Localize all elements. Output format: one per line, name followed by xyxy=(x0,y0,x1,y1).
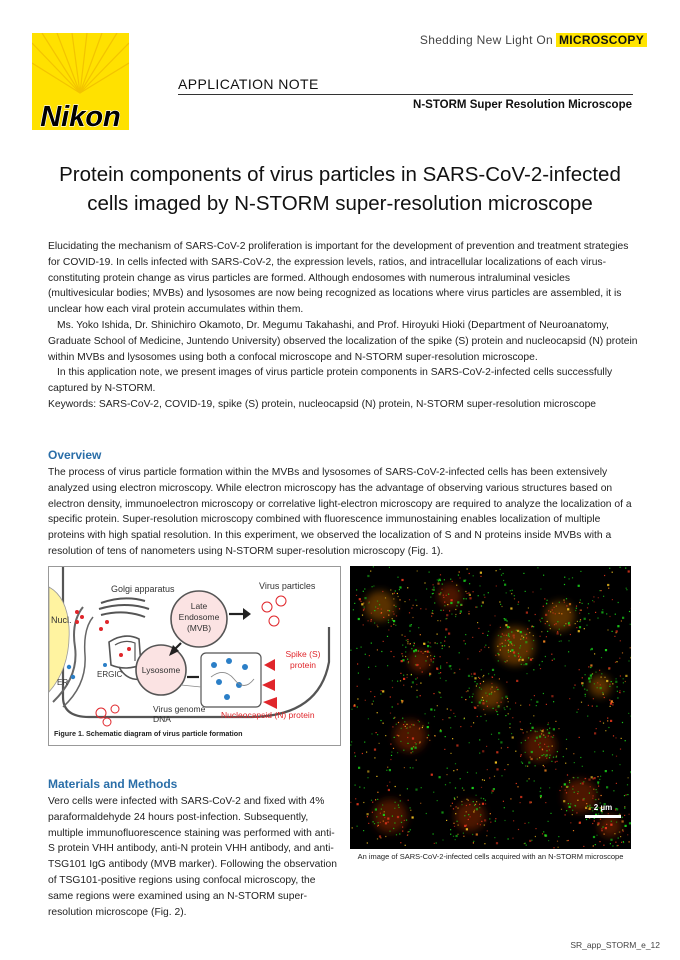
page-title xyxy=(40,160,640,218)
overview-text: The process of virus particle formation within the MVBs and lysosomes of SARS-CoV-2-infected cells has been extensively analyzed using electron microscopy. While electron microscopy has the advantage of observing various structures based on electron density, immunoelectron microscopy or correlative light-electron microscopy are required to analyze the localization of a specific protein. Super-resolution microscopy combined with fluorescence immunostaining enables localization of multiple proteins with high spatial resolution. In this experiment, we observed the localization of S and N proteins inside MVBs with a resolution of tens of nanometers using N-STORM super-resolution microscopy (Fig. 1). xyxy=(48,467,632,557)
label-golgi: Golgi apparatus xyxy=(111,584,175,594)
title-line-1: Protein components of virus particles in SARS-CoV-2-infected xyxy=(59,163,621,186)
scale-bar-label: 2 µm xyxy=(593,803,613,812)
micrograph-caption: An image of SARS-CoV-2-infected cells acquired with an N-STORM microscope xyxy=(357,852,624,861)
title-line-2: cells imaged by N-STORM super-resolution microscope xyxy=(87,192,593,215)
scale-bar xyxy=(585,815,621,818)
virus-formation-schematic xyxy=(49,567,340,745)
label-lysosome: Lysosome xyxy=(141,665,181,675)
doc-type: APPLICATION NOTE xyxy=(178,76,319,92)
materials-heading: Materials and Methods xyxy=(48,777,178,791)
document-code: SR_app_STORM_e_12 xyxy=(570,940,660,950)
figure-1-caption: Figure 1. Schematic diagram of virus particle formation xyxy=(54,729,243,738)
product-name: N-STORM Super Resolution Microscope xyxy=(413,99,632,111)
intro-section xyxy=(48,239,638,413)
label-er: ER xyxy=(57,678,69,687)
label-spike-1: Spike (S) xyxy=(285,649,321,659)
overview-heading: Overview xyxy=(48,448,102,462)
nikon-logo xyxy=(32,33,129,130)
intro-paragraph-2: Ms. Yoko Ishida, Dr. Shinichiro Okamoto, Dr. Megumu Takahashi, and Prof. Hiroyuki Hioki (Department of Neuroanatomy, Graduate School of Medicine, Juntendo University) observed the localization of the spike (S) protein and nucleocapsid (N) protein within MVBs and lysosomes using both a confocal microscope and N-STORM super-resolution microscope. xyxy=(48,319,638,363)
label-late-endosome-1: Late xyxy=(190,601,208,611)
figure-1-diagram xyxy=(48,566,341,746)
intro-paragraph-1: Elucidating the mechanism of SARS-CoV-2 proliferation is important for the development of prevention and treatment strategies for COVID-19. In cells infected with SARS-CoV-2, the expression levels, ratios, and intracellular localizations of each virus-constituting protein change as virus particles are formed. Although endosomes with numerous intraluminal vesicles (multivesicular bodies; MVBs) and lysosomes are now being recognized as locations where virus particles are assembled, it is unclear how each viral protein accumulates within them. xyxy=(48,241,629,316)
keywords: Keywords: SARS-CoV-2, COVID-19, spike (S) protein, nucleocapsid (N) protein, N-STORM super-resolution microscope xyxy=(48,398,597,410)
intro-paragraph-3: In this application note, we present images of virus particle protein components in SARS-CoV-2-infected cells successfully captured by N-STORM. xyxy=(48,367,613,395)
materials-text: Vero cells were infected with SARS-CoV-2 and fixed with 4% paraformaldehyde 24 hours post-infection. Subsequently, multiple immunofluorescence staining was performed with anti-S protein VHH antibody, anti-N protein VHH antibody, and anti-TSG101 IgG antibody (MVB marker). Following the observation of TSG101-positive regions using confocal microscopy, the same regions were examined using an N-STORM super-resolution microscope (Fig. 2). xyxy=(48,796,338,918)
label-virus-genome: Virus genome xyxy=(153,704,206,714)
label-virus-particles: Virus particles xyxy=(259,581,316,591)
tagline xyxy=(420,33,647,47)
label-nucleocapsid: Nucleocapsid (N) protein xyxy=(221,710,315,720)
label-nucleus: Nucl. xyxy=(51,615,72,625)
header-divider xyxy=(178,94,633,95)
label-dna: DNA xyxy=(153,714,171,724)
nikon-logo-graphic xyxy=(32,33,129,130)
tagline-prefix: Shedding New Light On xyxy=(419,33,553,47)
label-late-endosome-2: Endosome xyxy=(178,612,220,622)
tagline-highlight: MICROSCOPY xyxy=(556,33,647,47)
nikon-logo-text: Nikon xyxy=(40,101,121,130)
label-ergic: ERGIC xyxy=(97,670,123,679)
label-spike-2: protein xyxy=(290,660,316,670)
label-late-endosome-3: (MVB) xyxy=(186,623,212,633)
nucleus-shape xyxy=(49,587,69,692)
